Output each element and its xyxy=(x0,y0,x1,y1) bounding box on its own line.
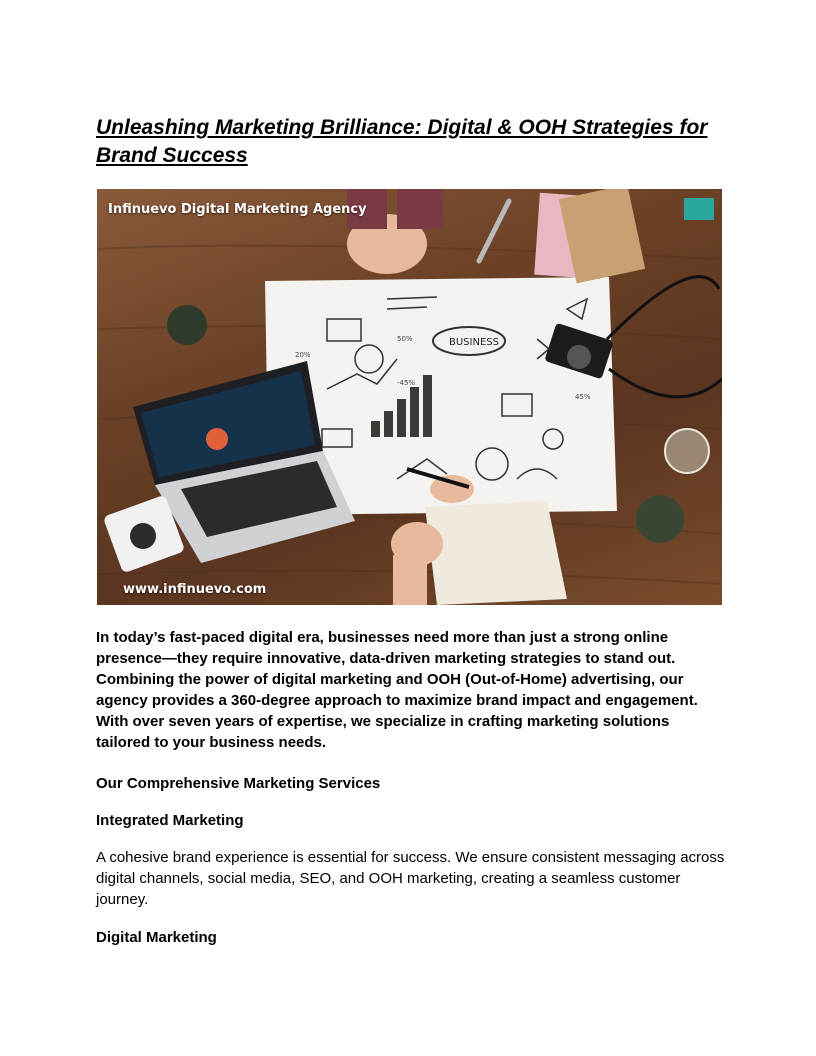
intro-paragraph: In today’s fast-paced digital era, businesses need more than just a strong online presence—they require innovative, data-driven marketing strategies to stand out. Combining the power of digital marketing and OOH (Out-of-Home) advertising, our agency provides a 360-degree approach to maximize brand impact and engagement. With over seven years of expertise, we specialize in crafting marketing solutions tailored to your business needs. xyxy=(96,629,698,751)
hero-image xyxy=(97,189,722,605)
plant-top xyxy=(167,305,207,345)
hero-caption-top: Infinuevo Digital Marketing Agency xyxy=(108,202,367,217)
glass xyxy=(665,429,709,473)
svg-text:50%: 50% xyxy=(397,335,413,343)
svg-text:-45%: -45% xyxy=(397,379,416,387)
svg-text:20%: 20% xyxy=(295,351,311,359)
agency-logo xyxy=(684,198,714,220)
integrated-marketing-body: A cohesive brand experience is essential for success. We ensure consistent messaging across digital channels, social media, SEO, and OOH marketing, creating a seamless customer journey. xyxy=(96,849,725,908)
services-heading: Our Comprehensive Marketing Services xyxy=(96,775,381,792)
hero-caption-bottom: www.infinuevo.com xyxy=(123,582,267,597)
plant-bottom xyxy=(636,495,684,543)
desk-illustration xyxy=(97,189,722,605)
digital-marketing-heading: Digital Marketing xyxy=(96,929,217,946)
page-title: Unleashing Marketing Brilliance: Digital & OOH Strategies for Brand Success xyxy=(96,116,708,167)
board-word: BUSINESS xyxy=(449,337,499,348)
svg-text:45%: 45% xyxy=(575,393,591,401)
pen xyxy=(479,201,509,261)
integrated-marketing-heading: Integrated Marketing xyxy=(96,812,244,829)
open-notebook xyxy=(425,501,567,605)
